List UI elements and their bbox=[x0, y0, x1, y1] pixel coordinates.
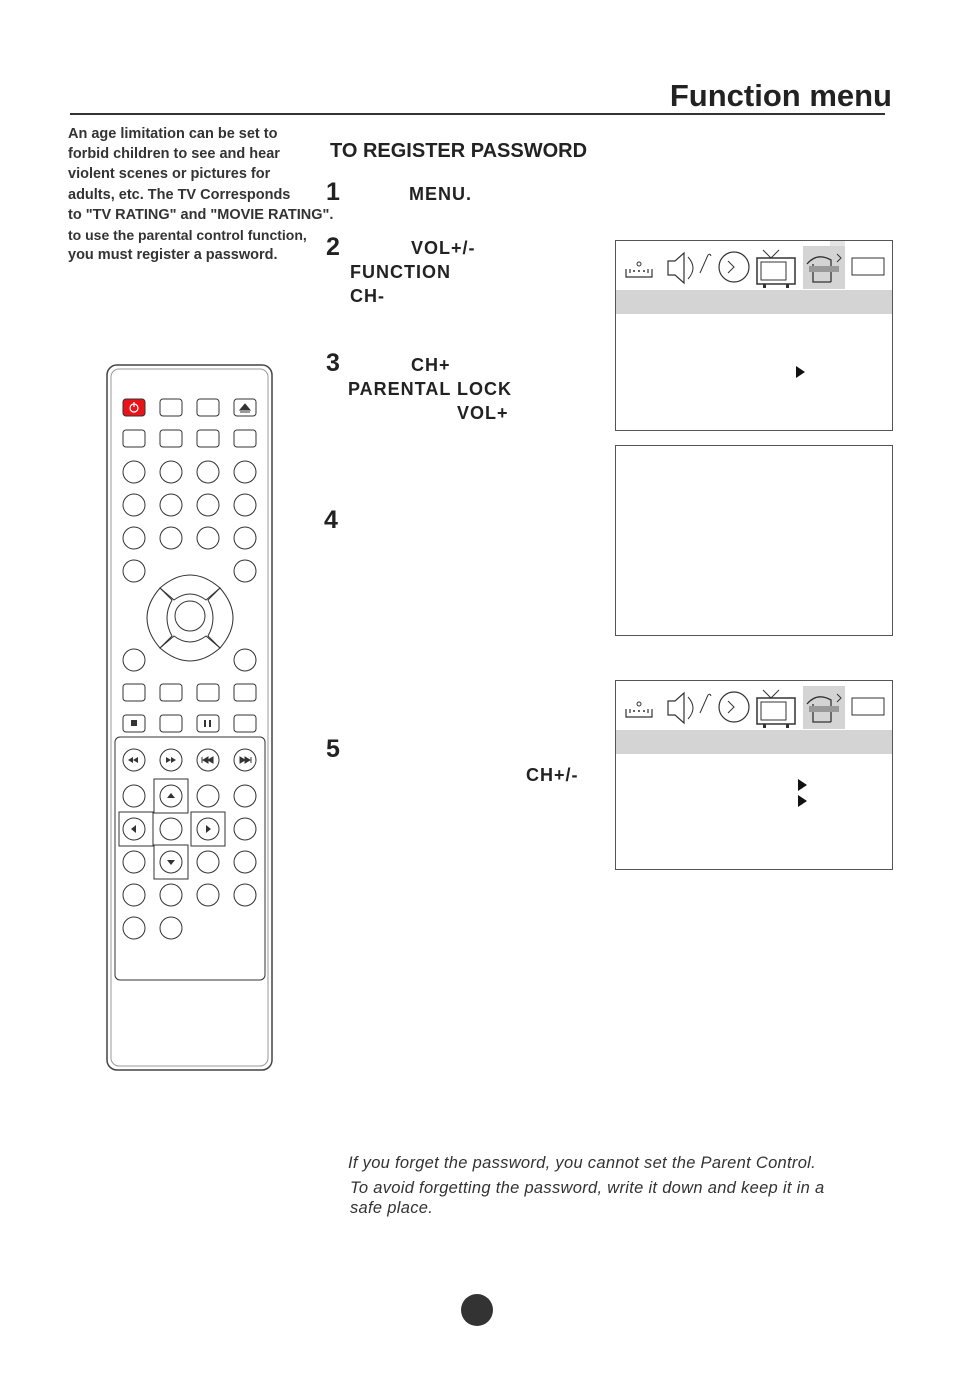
step-5-number: 5 bbox=[326, 735, 340, 763]
tv-icon bbox=[757, 690, 795, 728]
intro-line: to "TV RATING" and "MOVIE RATING". bbox=[68, 206, 334, 223]
menu-highlight-bar bbox=[616, 730, 892, 754]
intro-line: you must register a password. bbox=[68, 247, 278, 264]
section-heading: TO REGISTER PASSWORD bbox=[330, 140, 588, 162]
step-2-ch-key: CH- bbox=[350, 286, 385, 306]
title-rule bbox=[70, 113, 885, 115]
note-line-1: If you forget the password, you cannot set the Parent Control. bbox=[348, 1154, 817, 1172]
intro-paragraph bbox=[68, 124, 358, 265]
intro-line: An age limitation can be set to bbox=[68, 126, 278, 142]
step-2-vol-key: VOL+/- bbox=[411, 238, 476, 258]
speaker-icon bbox=[668, 693, 693, 723]
clock-icon bbox=[700, 692, 749, 722]
step-3-parental-lock-label: PARENTAL LOCK bbox=[348, 379, 512, 399]
power-button[interactable] bbox=[123, 399, 145, 416]
page-number-badge bbox=[461, 1294, 493, 1326]
remote-control-illustration bbox=[100, 360, 280, 1075]
menu-icon-bar bbox=[616, 241, 892, 291]
blank-tab-icon bbox=[852, 258, 884, 275]
intro-line: violent scenes or pictures for bbox=[68, 166, 271, 183]
submenu-arrow-icon bbox=[798, 779, 807, 791]
picture-icon bbox=[626, 702, 652, 717]
page-title: Function menu bbox=[669, 78, 892, 113]
menu-highlight-bar bbox=[616, 290, 892, 314]
stop-icon bbox=[131, 720, 137, 726]
submenu-arrow-icon bbox=[798, 795, 807, 807]
step-3-vol-key: VOL+ bbox=[457, 403, 509, 423]
step-1-number: 1 bbox=[326, 178, 340, 206]
note-line-3: safe place. bbox=[350, 1199, 434, 1217]
menu-icon-bar bbox=[616, 681, 892, 731]
submenu-arrow-icon bbox=[796, 366, 805, 378]
clock-icon bbox=[700, 252, 749, 282]
intro-line: adults, etc. The TV Corresponds bbox=[68, 186, 291, 203]
menu-screen-parental bbox=[615, 680, 893, 870]
lock-icon bbox=[803, 246, 845, 289]
step-2-number: 2 bbox=[326, 233, 340, 261]
password-entry-screen bbox=[615, 445, 893, 636]
intro-line: forbid children to see and hear bbox=[68, 146, 280, 163]
menu-screen-function bbox=[615, 240, 893, 431]
picture-icon bbox=[626, 262, 652, 277]
step-3-ch-key: CH+ bbox=[411, 355, 451, 375]
step-3-number: 3 bbox=[326, 349, 340, 377]
intro-line: to use the parental control function, bbox=[68, 227, 307, 244]
step-1-menu-key: MENU. bbox=[409, 184, 472, 204]
step-5-ch-key: CH+/- bbox=[526, 765, 579, 785]
step-4-number: 4 bbox=[324, 506, 338, 534]
note-line-2: To avoid forgetting the password, write it down and keep it in a bbox=[350, 1179, 825, 1197]
blank-tab-icon bbox=[852, 698, 884, 715]
step-2-function-label: FUNCTION bbox=[350, 262, 451, 282]
lock-icon bbox=[803, 686, 845, 729]
speaker-icon bbox=[668, 253, 693, 283]
tv-icon bbox=[757, 250, 795, 288]
